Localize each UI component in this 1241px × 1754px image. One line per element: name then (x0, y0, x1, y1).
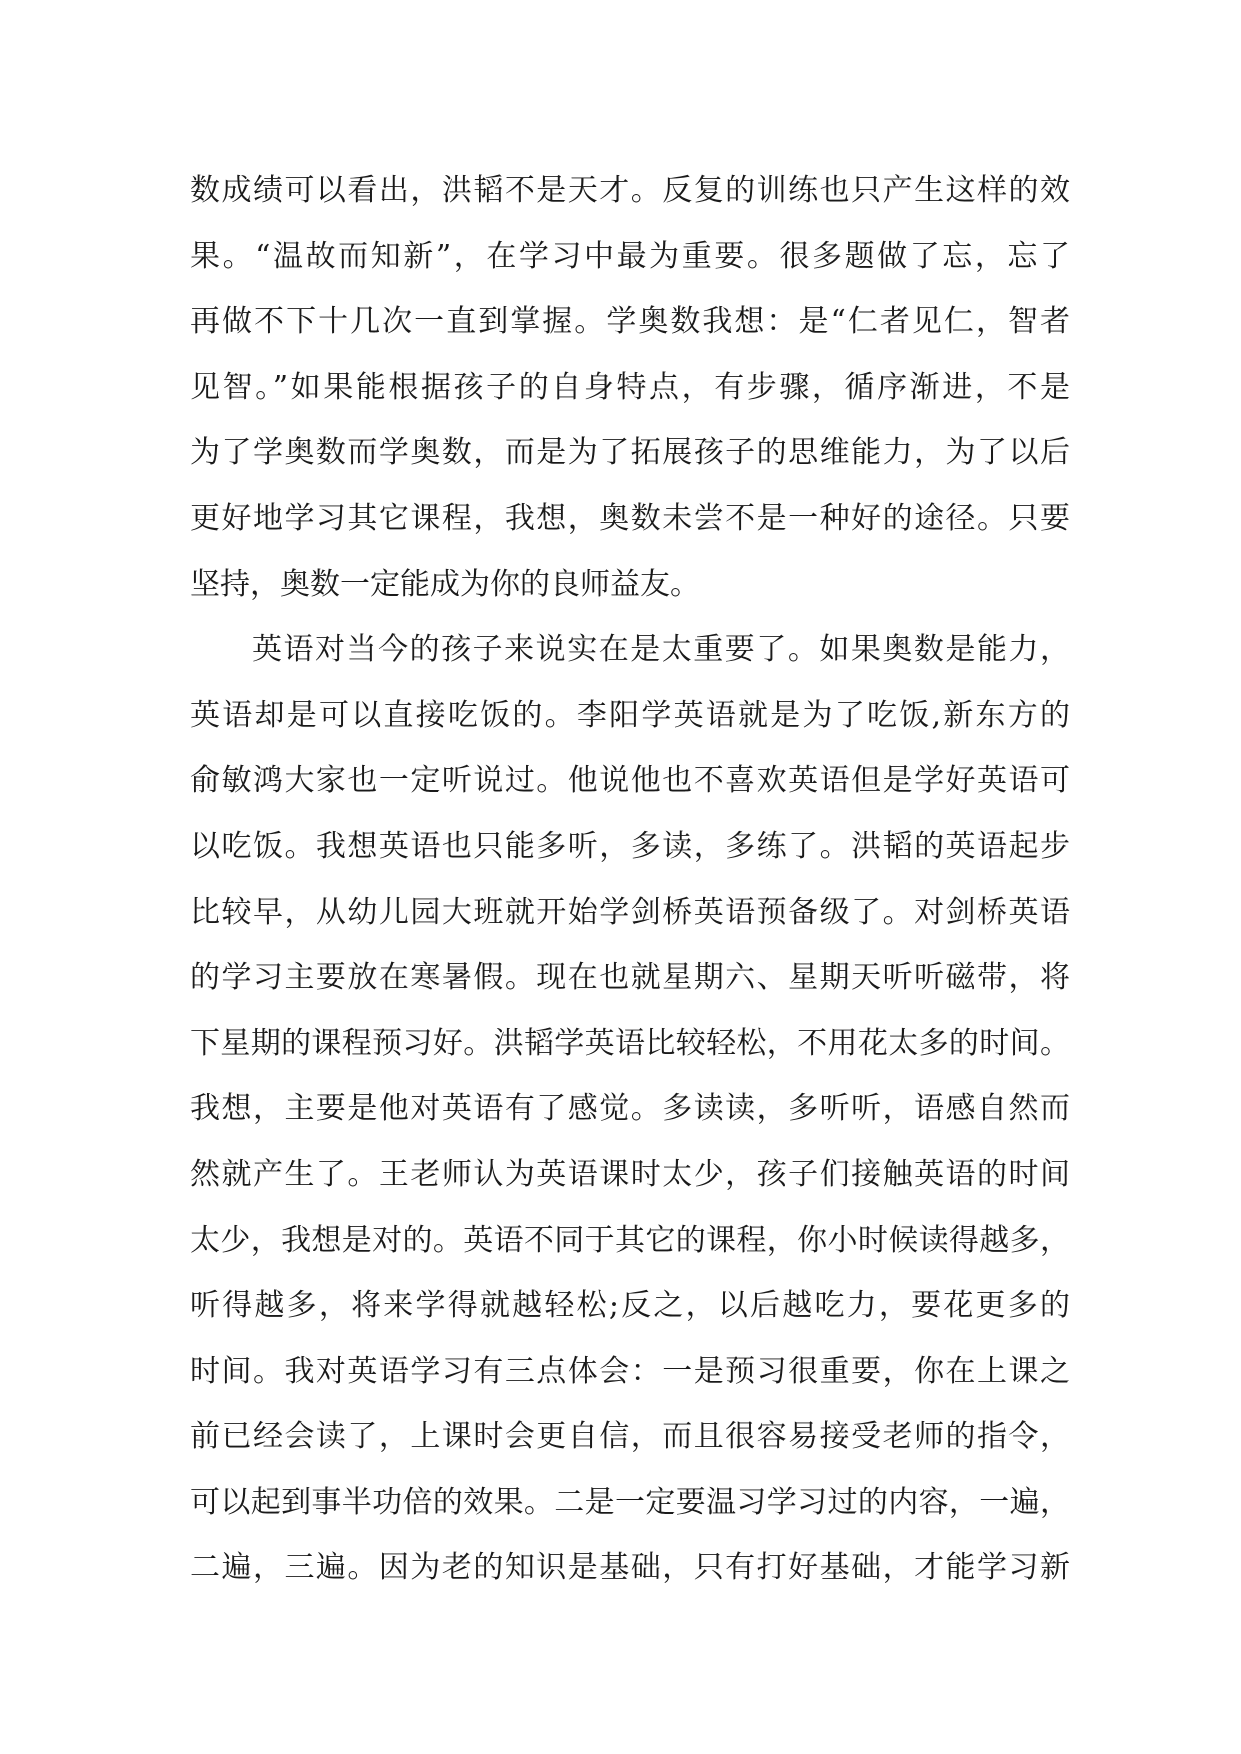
text-line: 数成绩可以看出，洪韬不是天才。反复的训练也只产生这样的效 (190, 173, 1070, 208)
text-line: 俞敏鸿大家也一定听说过。他说他也不喜欢英语但是学好英语可 (190, 763, 1070, 799)
text-line: 再做不下十几次一直到掌握。学奥数我想：是“仁者见仁，智者 (190, 304, 1070, 340)
text-line: 时间。我对英语学习有三点体会：一是预习很重要，你在上课之 (190, 1353, 1070, 1389)
text-line: 下星期的课程预习好。洪韬学英语比较轻松，不用花太多的时间。 (190, 1025, 1070, 1061)
text-line: 坚持，奥数一定能成为你的良师益友。 (190, 566, 700, 602)
text-line: 我想，主要是他对英语有了感觉。多读读，多听听，语感自然而 (190, 1091, 1070, 1127)
text-line: 果。“温故而知新”，在学习中最为重要。很多题做了忘，忘了 (190, 238, 1070, 274)
text-line: 的学习主要放在寒暑假。现在也就星期六、星期天听听磁带，将 (190, 960, 1070, 996)
text-line: 以吃饭。我想英语也只能多听，多读，多练了。洪韬的英语起步 (190, 828, 1070, 864)
text-line: 前已经会读了，上课时会更自信，而且很容易接受老师的指令， (190, 1419, 1070, 1455)
text-line: 见智。”如果能根据孩子的自身特点，有步骤，循序渐进，不是 (190, 369, 1070, 405)
body-text (190, 158, 1070, 1601)
text-line: 比较早，从幼儿园大班就开始学剑桥英语预备级了。对剑桥英语 (190, 894, 1070, 930)
text-line: 英语却是可以直接吃饭的。李阳学英语就是为了吃饭,新东方的 (190, 697, 1070, 733)
paragraph-first-line: 英语对当今的孩子来说实在是太重要了。如果奥数是能力， (252, 632, 1070, 668)
text-line: 听得越多，将来学得就越轻松;反之，以后越吃力，要花更多的 (190, 1288, 1070, 1324)
text-line: 更好地学习其它课程，我想，奥数未尝不是一种好的途径。只要 (190, 500, 1070, 536)
text-line: 可以起到事半功倍的效果。二是一定要温习学习过的内容，一遍， (190, 1484, 1070, 1520)
text-line: 太少，我想是对的。英语不同于其它的课程，你小时候读得越多， (190, 1222, 1070, 1258)
text-line: 然就产生了。王老师认为英语课时太少，孩子们接触英语的时间 (190, 1156, 1070, 1192)
text-line: 二遍，三遍。因为老的知识是基础，只有打好基础，才能学习新 (190, 1550, 1070, 1586)
text-line: 为了学奥数而学奥数，而是为了拓展孩子的思维能力，为了以后 (190, 435, 1070, 471)
